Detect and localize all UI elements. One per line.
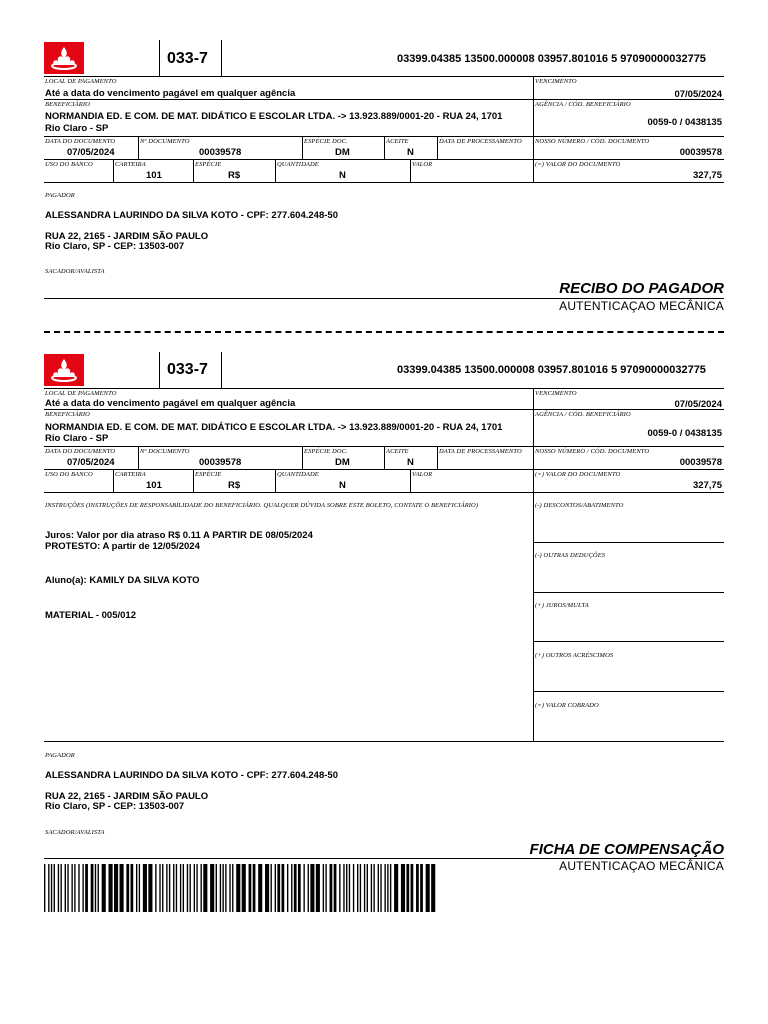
barcode-bar xyxy=(225,864,226,912)
label-num-documento: Nº DOCUMENTO xyxy=(140,138,190,145)
barcode-bar xyxy=(316,864,320,912)
barcode-bar xyxy=(98,864,99,912)
pagador-name: ALESSANDRA LAURINDO DA SILVA KOTO - CPF: 277.604.248-50 xyxy=(45,770,338,781)
barcode-bar xyxy=(380,864,381,912)
barcode-bar xyxy=(265,864,269,912)
label-data-documento: DATA DO DOCUMENTO xyxy=(45,448,116,455)
barcode-bar xyxy=(130,864,133,912)
barcode-bar xyxy=(282,864,285,912)
digitable-line: 03399.04385 13500.000008 03957.801016 5 97090000032775 xyxy=(397,53,706,65)
barcode-bar xyxy=(384,864,385,912)
barcode-bar xyxy=(298,864,301,912)
agencia: 0059-0 / 0438135 xyxy=(647,428,722,439)
label-quantidade: QUANTIDADE xyxy=(277,471,319,478)
especie: R$ xyxy=(228,480,241,491)
label-valor-documento: (=) VALOR DO DOCUMENTO xyxy=(535,471,621,478)
bank-code: 033-7 xyxy=(167,50,208,67)
barcode-bar xyxy=(253,864,256,912)
data-documento: 07/05/2024 xyxy=(67,147,115,158)
instruction-material: MATERIAL - 005/012 xyxy=(45,610,136,621)
barcode-bar xyxy=(74,864,75,912)
label-juros-multa: (+) JUROS/MULTA xyxy=(535,602,589,609)
barcode-bar xyxy=(180,864,181,912)
label-especie: ESPÉCIE xyxy=(195,161,222,168)
barcode-bar xyxy=(176,864,177,912)
barcode-bar xyxy=(187,864,188,912)
barcode-bar xyxy=(401,864,405,912)
label-valor-cobrado: (=) VALOR COBRADO xyxy=(535,702,599,709)
valor-documento: 327,75 xyxy=(692,480,722,491)
label-sacador: SACADOR/AVALISTA xyxy=(45,829,105,836)
digitable-line: 03399.04385 13500.000008 03957.801016 5 97090000032775 xyxy=(397,364,706,376)
label-aceite: ACEITE xyxy=(386,138,409,145)
barcode-bar xyxy=(159,864,160,912)
vencimento: 07/05/2024 xyxy=(674,399,722,410)
barcode-bar xyxy=(114,864,118,912)
barcode-bar xyxy=(416,864,419,912)
beneficiario-line2: Rio Claro - SP xyxy=(45,123,109,134)
barcode-bar xyxy=(102,864,106,912)
barcode-bar xyxy=(232,864,233,912)
barcode-bar xyxy=(196,864,197,912)
receipt-subtitle: AUTENTICAÇAO MECÂNICA xyxy=(559,299,724,313)
label-especie: ESPÉCIE xyxy=(195,471,222,478)
label-nosso-numero: NOSSO NÚMERO / CÓD. DOCUMENTO xyxy=(535,448,650,455)
cut-line xyxy=(44,331,724,333)
barcode-bar xyxy=(364,864,365,912)
label-valor: VALOR xyxy=(412,161,433,168)
pagador-address2: Rio Claro, SP - CEP: 13503-007 xyxy=(45,241,185,252)
label-descontos: (-) DESCONTOS/ABATIMENTO xyxy=(535,502,624,509)
barcode-bar xyxy=(431,864,435,912)
barcode-bar xyxy=(194,864,195,912)
num-documento: 00039578 xyxy=(199,147,242,158)
barcode-bar xyxy=(78,864,79,912)
label-nosso-numero: NOSSO NÚMERO / CÓD. DOCUMENTO xyxy=(535,138,650,145)
pagador-address2: Rio Claro, SP - CEP: 13503-007 xyxy=(45,801,185,812)
barcode-bar xyxy=(190,864,191,912)
aceite: N xyxy=(407,457,414,468)
instruction-juros: Juros: Valor por dia atraso R$ 0.11 A PARTIR DE 08/05/2024 xyxy=(45,530,313,541)
label-outros-acrescimos: (+) OUTROS ACRÉSCIMOS xyxy=(535,652,614,659)
barcode xyxy=(44,864,438,912)
barcode-bar xyxy=(85,864,88,912)
barcode-bar xyxy=(71,864,72,912)
barcode-bar xyxy=(203,864,207,912)
barcode-bar xyxy=(287,864,288,912)
label-vencimento: VENCIMENTO xyxy=(535,78,577,85)
barcode-bar xyxy=(343,864,344,912)
barcode-bar xyxy=(346,864,347,912)
aceite: N xyxy=(407,147,414,158)
barcode-bar xyxy=(258,864,262,912)
nosso-numero: 00039578 xyxy=(679,147,722,158)
beneficiario-line2: Rio Claro - SP xyxy=(45,433,109,444)
quantidade: N xyxy=(339,480,346,491)
barcode-bar xyxy=(229,864,230,912)
nosso-numero: 00039578 xyxy=(679,457,722,468)
barcode-bar xyxy=(48,864,49,912)
barcode-bar xyxy=(65,864,66,912)
barcode-bar xyxy=(373,864,374,912)
label-local-pagamento: LOCAL DE PAGAMENTO xyxy=(45,78,117,85)
label-instrucoes: INSTRUÇÕES (INSTRUÇÕES DE RESPONSABILIDADE DO BENEFICIÁRIO. QUALQUER DÚVIDA SOBRE ESTE BOLETO, CONTATE O BENEFICIÁRIO) xyxy=(45,502,479,509)
especie-doc: DM xyxy=(335,147,350,158)
label-carteira: CARTEIRA xyxy=(115,471,146,478)
barcode-bar xyxy=(367,864,368,912)
barcode-bar xyxy=(222,864,223,912)
local-pagamento: Até a data do vencimento pagável em qualquer agência xyxy=(45,88,296,99)
barcode-bar xyxy=(155,864,156,912)
barcode-bar xyxy=(169,864,170,912)
especie: R$ xyxy=(228,170,241,181)
barcode-bar xyxy=(323,864,324,912)
label-beneficiario: BENEFICIÁRIO xyxy=(45,411,90,418)
label-local-pagamento: LOCAL DE PAGAMENTO xyxy=(45,390,117,397)
barcode-bar xyxy=(201,864,202,912)
barcode-bar xyxy=(54,864,55,912)
barcode-bar xyxy=(339,864,340,912)
label-aceite: ACEITE xyxy=(386,448,409,455)
carteira: 101 xyxy=(146,170,162,181)
barcode-bar xyxy=(271,864,272,912)
barcode-bar xyxy=(349,864,350,912)
label-vencimento: VENCIMENTO xyxy=(535,390,577,397)
barcode-bar xyxy=(390,864,391,912)
barcode-bar xyxy=(95,864,96,912)
barcode-bar xyxy=(310,864,314,912)
label-especie-doc: ESPÉCIE DOC. xyxy=(304,138,348,145)
label-agencia: AGÊNCIA / CÓD. BENEFICIÁRIO xyxy=(535,101,631,108)
instruction-protesto: PROTESTO: A partir de 12/05/2024 xyxy=(45,541,200,552)
barcode-bar xyxy=(420,864,423,912)
barcode-bar xyxy=(291,864,292,912)
agencia: 0059-0 / 0438135 xyxy=(647,117,722,128)
barcode-bar xyxy=(325,864,326,912)
label-num-documento: Nº DOCUMENTO xyxy=(140,448,190,455)
barcode-bar xyxy=(216,864,217,912)
barcode-bar xyxy=(249,864,252,912)
compensation-subtitle: AUTENTICAÇAO MECÂNICA xyxy=(559,859,724,873)
valor-documento: 327,75 xyxy=(692,170,722,181)
barcode-bar xyxy=(67,864,68,912)
data-documento: 07/05/2024 xyxy=(67,457,115,468)
receipt-title: RECIBO DO PAGADOR xyxy=(559,280,724,297)
label-carteira: CARTEIRA xyxy=(115,161,146,168)
label-pagador: PAGADOR xyxy=(45,752,75,759)
barcode-bar xyxy=(136,864,137,912)
label-data-processamento: DATA DE PROCESSAMENTO xyxy=(439,138,522,145)
barcode-bar xyxy=(378,864,379,912)
barcode-bar xyxy=(173,864,174,912)
barcode-bar xyxy=(60,864,61,912)
barcode-bar xyxy=(294,864,297,912)
barcode-bar xyxy=(330,864,333,912)
barcode-bar xyxy=(394,864,398,912)
label-especie-doc: ESPÉCIE DOC. xyxy=(304,448,348,455)
barcode-bar xyxy=(82,864,83,912)
local-pagamento: Até a data do vencimento pagável em qualquer agência xyxy=(45,398,296,409)
barcode-bar xyxy=(91,864,94,912)
barcode-bar xyxy=(360,864,361,912)
pagador-address1: RUA 22, 2165 - JARDIM SÃO PAULO xyxy=(45,231,209,242)
barcode-bar xyxy=(220,864,221,912)
quantidade: N xyxy=(339,170,346,181)
label-outras-deducoes: (-) OUTRAS DEDUÇÕES xyxy=(535,552,606,559)
barcode-bar xyxy=(275,864,276,912)
santander-flame-icon xyxy=(44,42,84,74)
label-agencia: AGÊNCIA / CÓD. BENEFICIÁRIO xyxy=(535,411,631,418)
barcode-bar xyxy=(426,864,430,912)
barcode-bar xyxy=(303,864,304,912)
bank-code: 033-7 xyxy=(167,361,208,378)
barcode-bar xyxy=(120,864,124,912)
barcode-bar xyxy=(109,864,113,912)
label-valor: VALOR xyxy=(412,471,433,478)
barcode-bar xyxy=(357,864,358,912)
label-pagador: PAGADOR xyxy=(45,192,75,199)
barcode-bar xyxy=(236,864,240,912)
barcode-bar xyxy=(334,864,337,912)
beneficiario-line1: NORMANDIA ED. E COM. DE MAT. DIDÁTICO E ESCOLAR LTDA. -> 13.923.889/0001-20 - RUA 24, 1701 xyxy=(45,111,503,122)
barcode-bar xyxy=(143,864,147,912)
instruction-aluno: Aluno(a): KAMILY DA SILVA KOTO xyxy=(45,575,200,586)
santander-flame-icon xyxy=(44,354,84,386)
label-data-processamento: DATA DE PROCESSAMENTO xyxy=(439,448,522,455)
pagador-address1: RUA 22, 2165 - JARDIM SÃO PAULO xyxy=(45,791,209,802)
barcode-bar xyxy=(44,864,45,912)
carteira: 101 xyxy=(146,480,162,491)
label-sacador: SACADOR/AVALISTA xyxy=(45,268,105,275)
label-uso-banco: USO DO BANCO xyxy=(45,161,93,168)
num-documento: 00039578 xyxy=(199,457,242,468)
beneficiario-line1: NORMANDIA ED. E COM. DE MAT. DIDÁTICO E ESCOLAR LTDA. -> 13.923.889/0001-20 - RUA 24, 1701 xyxy=(45,422,503,433)
barcode-bar xyxy=(353,864,354,912)
barcode-bar xyxy=(166,864,167,912)
vencimento: 07/05/2024 xyxy=(674,89,722,100)
barcode-bar xyxy=(126,864,129,912)
barcode-bar xyxy=(411,864,414,912)
compensation-title: FICHA DE COMPENSAÇÃO xyxy=(529,841,724,858)
barcode-bar xyxy=(51,864,52,912)
especie-doc: DM xyxy=(335,457,350,468)
barcode-bar xyxy=(371,864,372,912)
barcode-bar xyxy=(387,864,388,912)
label-valor-documento: (=) VALOR DO DOCUMENTO xyxy=(535,161,621,168)
label-data-documento: DATA DO DOCUMENTO xyxy=(45,138,116,145)
barcode-bar xyxy=(162,864,163,912)
barcode-bar xyxy=(139,864,140,912)
barcode-bar xyxy=(242,864,246,912)
barcode-bar xyxy=(277,864,280,912)
label-quantidade: QUANTIDADE xyxy=(277,161,319,168)
barcode-bar xyxy=(148,864,152,912)
barcode-bar xyxy=(406,864,409,912)
label-beneficiario: BENEFICIÁRIO xyxy=(45,101,90,108)
label-uso-banco: USO DO BANCO xyxy=(45,471,93,478)
barcode-bar xyxy=(183,864,184,912)
pagador-name: ALESSANDRA LAURINDO DA SILVA KOTO - CPF: 277.604.248-50 xyxy=(45,210,338,221)
barcode-bar xyxy=(58,864,59,912)
barcode-bar xyxy=(308,864,309,912)
barcode-bar xyxy=(210,864,214,912)
